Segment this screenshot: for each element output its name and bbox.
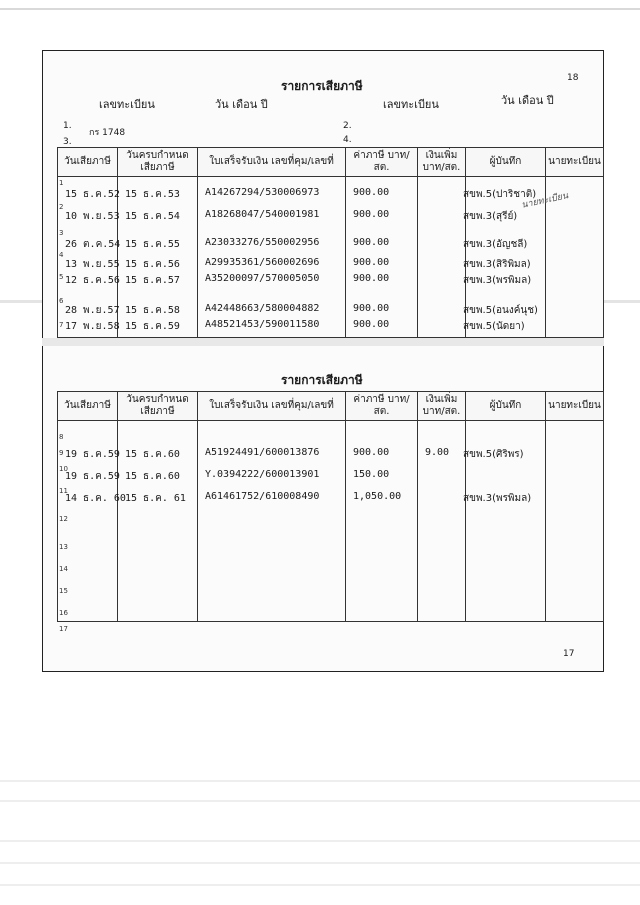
reg-label-left: เลขทะเบียน: [99, 98, 155, 111]
reg-num-2: 2.: [343, 121, 352, 131]
table1-row-receipt: A23033276/550002956: [205, 237, 320, 248]
table1-row-recorder: สขพ.5(ปาริชาติ): [463, 189, 537, 200]
registrar-signature: นายทะเบียน: [520, 191, 570, 211]
table1-row-tax: 900.00: [353, 257, 390, 268]
table1-row-recorder: สขพ.5(นัดยา): [463, 321, 525, 332]
table1-row-paid: 15 ธ.ค.52: [65, 189, 120, 200]
table1-row-row-number: 6: [59, 297, 64, 305]
date-label-left: วัน เดือน ปี: [215, 98, 268, 111]
date-label-right: วัน เดือน ปี: [501, 94, 554, 107]
table2-row-tax: 900.00: [353, 447, 390, 458]
table1-row-tax: 900.00: [353, 273, 390, 284]
header-due-date: วันครบกำหนด เสียภาษี: [118, 392, 198, 421]
table2-row-row-number: 12: [59, 515, 68, 523]
header-paid-date: วันเสียภาษี: [58, 392, 118, 421]
header-registrar: นายทะเบียน: [546, 392, 604, 421]
table1-row-paid: 17 พ.ย.58: [65, 321, 120, 332]
page-number-bottom: 17: [563, 649, 575, 659]
table1-row-due: 15 ธ.ค.58: [125, 305, 180, 316]
table1-row-row-number: 7: [59, 321, 64, 329]
table1-row-due: 15 ธ.ค.59: [125, 321, 180, 332]
table1-row-paid: 28 พ.ย.57: [65, 305, 120, 316]
scan-separator: [42, 338, 604, 346]
table1-row-row-number: 2: [59, 203, 64, 211]
table1-row-recorder: สขพ.3(สิริพิมล): [463, 259, 531, 270]
table1-row-row-number: 4: [59, 251, 64, 259]
table2-row-due: 15 ธ.ค. 61: [125, 493, 186, 504]
table1-row-tax: 900.00: [353, 187, 390, 198]
table2-row-tax: 1,050.00: [353, 491, 402, 502]
table1-row-due: 15 ธ.ค.54: [125, 211, 180, 222]
table2-row-row-number: 15: [59, 587, 68, 595]
table2-row-paid: 19 ธ.ค.59: [65, 449, 120, 460]
table1-row-recorder: สขพ.3(สุรีย์): [463, 211, 518, 222]
table1-row-tax: 900.00: [353, 237, 390, 248]
table1-row-paid: 10 พ.ย.53: [65, 211, 120, 222]
table1-row-tax: 900.00: [353, 209, 390, 220]
table1-row-tax: 900.00: [353, 319, 390, 330]
table1-row-due: 15 ธ.ค.56: [125, 259, 180, 270]
header-extra: เงินเพิ่ม บาท/สต.: [418, 392, 466, 421]
section2-title: รายการเสียภาษี: [281, 373, 363, 387]
table1-row-recorder: สขพ.3(พรพิมล): [463, 275, 532, 286]
table1-row-tax: 900.00: [353, 303, 390, 314]
table2-row-due: 15 ธ.ค.60: [125, 471, 180, 482]
header-recorder: ผู้บันทึก: [466, 148, 546, 177]
table1-row-receipt: A42448663/580004882: [205, 303, 320, 314]
document-page: [42, 50, 604, 672]
table2-row-row-number: 14: [59, 565, 68, 573]
table1-row-row-number: 3: [59, 229, 64, 237]
table1-row-receipt: A48521453/590011580: [205, 319, 320, 330]
header-extra: เงินเพิ่ม บาท/สต.: [418, 148, 466, 177]
table2-row-extra: 9.00: [425, 447, 450, 458]
table2-row-due: 15 ธ.ค.60: [125, 449, 180, 460]
table1-row-due: 15 ธ.ค.53: [125, 189, 180, 200]
header-registrar: นายทะเบียน: [546, 148, 604, 177]
table1-row-recorder: สขพ.5(อนงค์นุช): [463, 305, 538, 316]
table2-row-receipt: A61461752/610008490: [205, 491, 320, 502]
header-receipt: ใบเสร็จรับเงิน เลขที่คุม/เลขที่: [198, 392, 346, 421]
table1-row-receipt: A14267294/530006973: [205, 187, 320, 198]
header-paid-date: วันเสียภาษี: [58, 148, 118, 177]
table2-row-recorder: สขพ.5(ศิริพร): [463, 449, 524, 460]
table2-row-row-number: 16: [59, 609, 68, 617]
header-tax: ค่าภาษี บาท/สต.: [346, 148, 418, 177]
table1-row-receipt: A35200097/570005050: [205, 273, 320, 284]
table1-row-paid: 13 พ.ย.55: [65, 259, 120, 270]
tax-table-2: [57, 391, 604, 622]
table1-row-recorder: สขพ.3(อัญชลี): [463, 239, 528, 250]
reg-num-1: 1.: [63, 121, 72, 131]
header-due-date: วันครบกำหนด เสียภาษี: [118, 148, 198, 177]
header-receipt: ใบเสร็จรับเงิน เลขที่คุม/เลขที่: [198, 148, 346, 177]
table2-row-recorder: สขพ.3(พรพิมล): [463, 493, 532, 504]
table2-row-row-number: 13: [59, 543, 68, 551]
table2-row-row-number: 8: [59, 433, 64, 441]
table2-row-row-number: 11: [59, 487, 68, 495]
header-tax: ค่าภาษี บาท/สต.: [346, 392, 418, 421]
table2-row-paid: 14 ธ.ค. 60: [65, 493, 126, 504]
section1-title: รายการเสียภาษี: [281, 79, 363, 93]
table2-row-tax: 150.00: [353, 469, 390, 480]
table2-row-row-number: 10: [59, 465, 68, 473]
table1-row-due: 15 ธ.ค.57: [125, 275, 180, 286]
table2-row-paid: 19 ธ.ค.59: [65, 471, 120, 482]
page-number-top: 18: [567, 73, 579, 83]
table1-row-paid: 12 ธ.ค.56: [65, 275, 120, 286]
table2-row-receipt: Y.0394222/600013901: [205, 469, 320, 480]
table2-row-row-number: 9: [59, 449, 64, 457]
reg-num-3: 3.: [63, 137, 72, 147]
reg-num-4: 4.: [343, 135, 352, 145]
table1-row-paid: 26 ต.ค.54: [65, 239, 121, 250]
table2-row-row-number: 17: [59, 625, 68, 633]
header-recorder: ผู้บันทึก: [466, 392, 546, 421]
table1-row-receipt: A18268047/540001981: [205, 209, 320, 220]
table1-row-row-number: 5: [59, 273, 64, 281]
reg-value-1: กร 1748: [89, 128, 126, 138]
table1-row-row-number: 1: [59, 179, 64, 187]
table1-row-receipt: A29935361/560002696: [205, 257, 320, 268]
reg-label-right: เลขทะเบียน: [383, 98, 439, 111]
table1-row-due: 15 ธ.ค.55: [125, 239, 180, 250]
table2-row-receipt: A51924491/600013876: [205, 447, 320, 458]
